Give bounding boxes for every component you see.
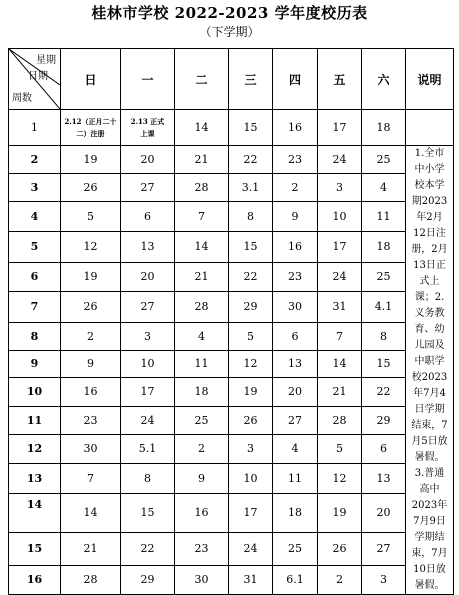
date-cell: 11 (175, 350, 229, 377)
header-sun: 日 (61, 49, 121, 110)
table-row (9, 406, 454, 434)
notes-cell: 1.全市中小学校本学期2023年2月12日注册，2月13日正式上课；2.义务教育、幼儿园及中职学校2023年7月4日学期结束，7月5日放暑假。3.普通高中2023年7月9日学期结束，7月10日放暑假。 (406, 146, 454, 595)
table-row (9, 201, 454, 231)
date-cell: 21 (175, 262, 229, 291)
date-cell: 18 (175, 377, 229, 406)
date-cell: 15 (229, 231, 273, 262)
date-cell: 23 (273, 262, 318, 291)
week-number-cell: 4 (9, 201, 61, 231)
date-cell: 3 (121, 322, 175, 350)
date-cell: 28 (318, 406, 362, 434)
date-cell: 4 (273, 434, 318, 463)
page-title: 桂林市学校 2022-2023 学年度校历表 (91, 4, 368, 22)
date-cell: 15 (229, 110, 273, 146)
header-sat: 六 (362, 49, 406, 110)
corner-header-cell (9, 49, 61, 110)
table-row (9, 146, 454, 174)
header-thu: 四 (273, 49, 318, 110)
date-cell: 16 (273, 110, 318, 146)
date-cell: 6 (362, 434, 406, 463)
week-number-cell: 9 (9, 350, 61, 377)
date-cell: 9 (175, 463, 229, 493)
date-cell: 24 (318, 146, 362, 174)
date-cell: 21 (175, 146, 229, 174)
date-cell: 31 (318, 291, 362, 322)
date-cell: 4.1 (362, 291, 406, 322)
date-cell: 23 (273, 146, 318, 174)
date-cell: 25 (362, 262, 406, 291)
date-cell: 5 (61, 201, 121, 231)
date-cell: 23 (61, 406, 121, 434)
date-cell: 13 (362, 463, 406, 493)
date-cell: 29 (362, 406, 406, 434)
date-cell: 2 (175, 434, 229, 463)
date-cell: 17 (229, 493, 273, 532)
date-cell: 7 (318, 322, 362, 350)
date-cell: 3 (318, 173, 362, 201)
date-cell: 12 (229, 350, 273, 377)
table-row (9, 173, 454, 201)
date-cell: 15 (121, 493, 175, 532)
date-cell: 19 (61, 146, 121, 174)
school-calendar-table (8, 48, 454, 595)
date-cell: 7 (61, 463, 121, 493)
date-cell: 24 (318, 262, 362, 291)
date-cell: 24 (229, 532, 273, 565)
date-cell: 3 (362, 565, 406, 594)
date-cell: 13 (121, 231, 175, 262)
date-cell: 3.1 (229, 173, 273, 201)
table-row (9, 322, 454, 350)
date-cell: 28 (61, 565, 121, 594)
date-cell: 4 (362, 173, 406, 201)
week-number-cell: 8 (9, 322, 61, 350)
date-cell: 5 (318, 434, 362, 463)
week-number-cell: 1 (9, 110, 61, 146)
table-row (9, 434, 454, 463)
date-cell: 8 (229, 201, 273, 231)
date-cell: 9 (61, 350, 121, 377)
date-cell: 14 (318, 350, 362, 377)
week-number-cell: 2 (9, 146, 61, 174)
week-number-cell: 7 (9, 291, 61, 322)
date-cell: 19 (61, 262, 121, 291)
date-cell: 11 (362, 201, 406, 231)
notes-blank-cell (406, 110, 454, 146)
date-cell: 27 (273, 406, 318, 434)
date-cell: 26 (318, 532, 362, 565)
date-cell: 10 (229, 463, 273, 493)
week-number-cell: 10 (9, 377, 61, 406)
date-cell: 2 (318, 565, 362, 594)
date-cell: 25 (175, 406, 229, 434)
date-cell: 2 (273, 173, 318, 201)
header-fri: 五 (318, 49, 362, 110)
header-tue: 二 (175, 49, 229, 110)
date-cell: 6 (121, 201, 175, 231)
table-row (9, 565, 454, 594)
date-cell: 8 (362, 322, 406, 350)
table-row (9, 493, 454, 532)
date-cell: 30 (273, 291, 318, 322)
date-cell: 25 (273, 532, 318, 565)
week-number-cell: 6 (9, 262, 61, 291)
date-cell: 18 (273, 493, 318, 532)
date-cell: 27 (362, 532, 406, 565)
date-cell: 18 (362, 110, 406, 146)
date-cell: 5.1 (121, 434, 175, 463)
date-cell: 20 (121, 262, 175, 291)
date-cell: 15 (362, 350, 406, 377)
date-cell: 10 (318, 201, 362, 231)
date-cell: 2.12（正月二十二）注册 (61, 110, 121, 146)
date-cell: 26 (61, 173, 121, 201)
date-cell: 27 (121, 173, 175, 201)
date-cell: 2 (61, 322, 121, 350)
date-cell: 23 (175, 532, 229, 565)
table-row (9, 377, 454, 406)
header-mon: 一 (121, 49, 175, 110)
page-subtitle: （下学期） (199, 25, 260, 39)
date-cell: 28 (175, 291, 229, 322)
date-cell: 7 (175, 201, 229, 231)
date-cell: 29 (121, 565, 175, 594)
week-number-cell: 5 (9, 231, 61, 262)
table-row (9, 291, 454, 322)
table-row (9, 231, 454, 262)
date-cell: 9 (273, 201, 318, 231)
date-cell: 30 (175, 565, 229, 594)
date-cell: 6.1 (273, 565, 318, 594)
corner-date-label: 日期 (28, 71, 48, 82)
date-cell: 20 (362, 493, 406, 532)
date-cell: 22 (121, 532, 175, 565)
table-row (9, 110, 454, 146)
date-cell: 10 (121, 350, 175, 377)
date-cell: 29 (229, 291, 273, 322)
date-cell: 21 (61, 532, 121, 565)
date-cell: 16 (61, 377, 121, 406)
date-cell: 14 (175, 231, 229, 262)
date-cell: 22 (362, 377, 406, 406)
week-number-cell: 14 (9, 493, 61, 532)
date-cell: 8 (121, 463, 175, 493)
date-cell: 27 (121, 291, 175, 322)
week-number-cell: 12 (9, 434, 61, 463)
date-cell: 26 (229, 406, 273, 434)
header-notes: 说明 (406, 49, 454, 110)
date-cell: 26 (61, 291, 121, 322)
date-cell: 25 (362, 146, 406, 174)
date-cell: 20 (121, 146, 175, 174)
date-cell: 31 (229, 565, 273, 594)
table-row (9, 463, 454, 493)
date-cell: 22 (229, 262, 273, 291)
date-cell: 18 (362, 231, 406, 262)
date-cell: 17 (318, 231, 362, 262)
week-number-cell: 3 (9, 173, 61, 201)
date-cell: 19 (229, 377, 273, 406)
header-wed: 三 (229, 49, 273, 110)
date-cell: 12 (318, 463, 362, 493)
date-cell: 5 (229, 322, 273, 350)
date-cell: 11 (273, 463, 318, 493)
corner-week-label: 周数 (12, 93, 32, 104)
date-cell: 17 (121, 377, 175, 406)
date-cell: 17 (318, 110, 362, 146)
date-cell: 24 (121, 406, 175, 434)
date-cell: 6 (273, 322, 318, 350)
week-number-cell: 11 (9, 406, 61, 434)
date-cell: 3 (229, 434, 273, 463)
date-cell: 12 (61, 231, 121, 262)
date-cell: 14 (175, 110, 229, 146)
table-row (9, 532, 454, 565)
date-cell: 16 (273, 231, 318, 262)
date-cell: 13 (273, 350, 318, 377)
date-cell: 21 (318, 377, 362, 406)
corner-weekday-label: 星期 (36, 55, 56, 66)
week-number-cell: 16 (9, 565, 61, 594)
date-cell: 30 (61, 434, 121, 463)
week-number-cell: 15 (9, 532, 61, 565)
week-number-cell: 13 (9, 463, 61, 493)
date-cell: 28 (175, 173, 229, 201)
date-cell: 16 (175, 493, 229, 532)
table-row (9, 350, 454, 377)
date-cell: 20 (273, 377, 318, 406)
date-cell: 14 (61, 493, 121, 532)
table-row (9, 262, 454, 291)
date-cell: 19 (318, 493, 362, 532)
date-cell: 22 (229, 146, 273, 174)
date-cell: 2.13 正式上课 (121, 110, 175, 146)
date-cell: 4 (175, 322, 229, 350)
